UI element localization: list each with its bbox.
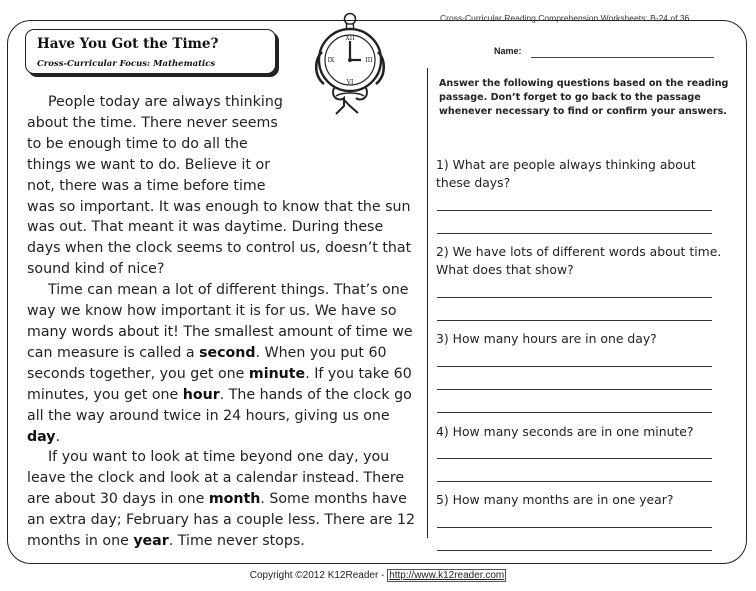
answer-line-5b[interactable] [437,550,712,551]
question-3: 3) How many hours are in one day? [436,331,657,346]
instructions: Answer the following questions based on the reading passage. Don’t forget to go back to the passage whenever necessary to find or confirm your answers. [439,78,729,117]
reading-passage [27,92,415,552]
name-label: Name: [494,46,522,56]
answer-line-2b[interactable] [437,320,712,321]
title-box [25,29,276,74]
name-field[interactable] [531,57,714,58]
keyword-year: year [133,533,169,550]
answer-line-4a[interactable] [437,458,712,459]
keyword-month: month [208,491,261,508]
answer-line-2a[interactable] [437,297,712,298]
worksheet-title: Have You Got the Time? [37,36,219,52]
copyright-text: Copyright ©2012 K12Reader - [249,570,388,581]
question-1: 1) What are people always thinking about these days? [436,157,696,190]
question-5: 5) How many months are in one year? [436,492,674,507]
answer-line-1a[interactable] [437,210,712,211]
keyword-hour: hour [182,386,220,403]
keyword-second: second [199,344,256,361]
focus-subtitle: Cross-Curricular Focus: Mathematics [37,59,216,69]
answer-line-3c[interactable] [437,412,712,413]
question-2: 2) We have lots of different words about time. What does that show? [436,244,722,277]
passage-paragraph-2: Time can mean a lot of different things. That’s one way we know how important it is for us. We have so many words about it! The smallest amount of time we can measure is called a second. When you put 60 seconds together, you get one minute. If you take 60 minutes, you get one hour. The hands of the clock go all the way around twice in 24 hours, giving us one day. [27,282,413,445]
clock-numeral-12: XII [345,35,355,42]
clock-numeral-9: IX [327,57,335,64]
answer-line-5a[interactable] [437,527,712,528]
footer [0,570,756,581]
keyword-day: day [27,428,56,445]
clock-numeral-6: VI [346,79,354,86]
column-divider [427,68,428,538]
passage-paragraph-3: If you want to look at time beyond one day, you leave the clock and look at a calendar instead. There are about 30 days in one month. Some months have an extra day; February has a couple less. There are 12 months in one year. Time never stops. [27,449,416,550]
answer-line-1b[interactable] [437,233,712,234]
answer-line-3b[interactable] [437,389,712,390]
clipart-space [285,92,415,176]
keyword-minute: minute [248,365,306,382]
k12reader-link[interactable]: http://www.k12reader.com [389,570,505,581]
clock-numeral-3: III [365,57,373,64]
series-header: Cross-Curricular Reading Comprehension Worksheets: B-24 of 36 [440,13,690,23]
answer-line-4b[interactable] [437,481,712,482]
answer-line-3a[interactable] [437,366,712,367]
question-4: 4) How many seconds are in one minute? [436,424,694,439]
passage-paragraph-1: People today are always thinking about the time. There never seems to be enough time to do all the things we want to do. Believe it or not, there was a time before time was so important. It was enough to know that the sun was out. That meant it was daytime. During these days when the clock seems to control us, doesn’t that sound kind of nice? [27,94,412,278]
